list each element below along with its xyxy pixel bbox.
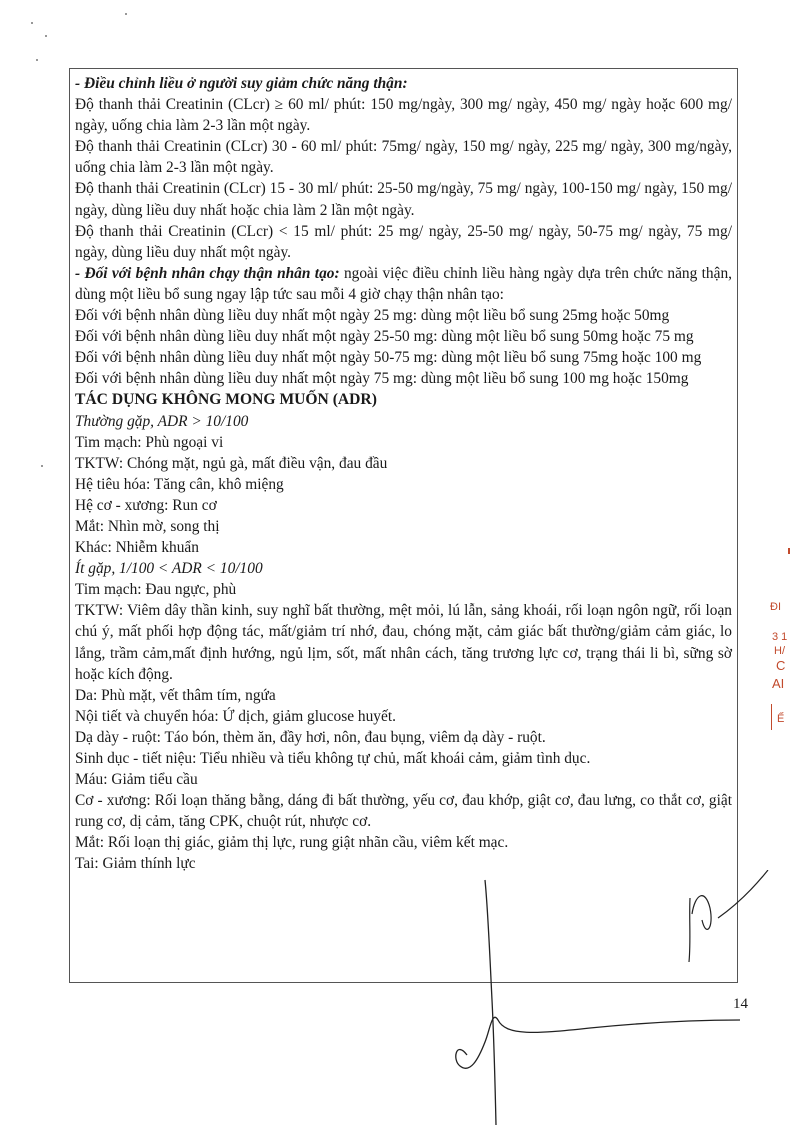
stamp-text: AI (772, 676, 785, 691)
dialysis-line: Đối với bệnh nhân dùng liều duy nhất một ngày 50-75 mg: dùng một liều bổ sung 75mg hoặc 100 mg (75, 349, 702, 367)
stamp-text: ĐI (770, 601, 781, 613)
page-number: 14 (733, 996, 748, 1012)
margin-stamp (766, 548, 799, 738)
adr-uncommon-line: Sinh dục - tiết niệu: Tiểu nhiều và tiểu không tự chủ, mất khoái cảm, giảm tình dục. (75, 750, 591, 767)
adr-uncommon-line: Nội tiết và chuyển hóa: Ứ dịch, giảm glucose huyết. (75, 707, 396, 725)
dialysis-paragraph (75, 263, 732, 305)
adr-uncommon-line: Tim mạch: Đau ngực, phù (75, 581, 237, 599)
signature-stroke (718, 870, 768, 918)
adr-uncommon-line: Da: Phù mặt, vết thâm tím, ngứa (75, 686, 276, 704)
adr-common-line: Khác: Nhiễm khuẩn (75, 539, 199, 557)
renal-line: Độ thanh thải Creatinin (CLcr) 30 - 60 ml/ phút: 75mg/ ngày, 150 mg/ ngày, 225 mg/ ngày, 300 mg/ngày, uống chia làm 2-3 lần một ngày. (75, 138, 732, 177)
stamp-border (771, 704, 772, 730)
adr-common-line: Hệ cơ - xương: Run cơ (75, 496, 217, 514)
content-frame (69, 68, 738, 983)
adr-common-line: Tim mạch: Phù ngoại vi (75, 433, 224, 451)
adr-uncommon-line: Cơ - xương: Rối loạn thăng bằng, dáng đi bất thường, yếu cơ, đau khớp, giật cơ, đau lưng, co thắt cơ, giật rung cơ, dị cảm, tăng CPK, chuột rút, nhược cơ. (75, 792, 732, 831)
signature-stroke (692, 896, 711, 930)
handwritten-signature (440, 870, 780, 1132)
adr-uncommon-line: Máu: Giảm tiểu cầu (75, 771, 198, 789)
adr-uncommon-line: Dạ dày - ruột: Táo bón, thèm ăn, đầy hơi, nôn, đau bụng, viêm dạ dày - ruột. (75, 728, 546, 746)
dialysis-intro: ngoài việc điều chỉnh liều hàng ngày dựa trên chức năng thận, dùng một liều bổ sung ngay lập tức sau mỗi 4 giờ chạy thận nhân tạo: (75, 264, 732, 303)
dialysis-heading: - Đối với bệnh nhân chạy thận nhân tạo: (75, 264, 340, 282)
adr-uncommon-line: Tai: Giảm thính lực (75, 855, 196, 873)
signature-stroke (689, 898, 690, 962)
scan-speck (36, 59, 38, 61)
renal-line: Độ thanh thải Creatinin (CLcr) 15 - 30 ml/ phút: 25-50 mg/ngày, 75 mg/ ngày, 100-150 mg/ ngày, 150 mg/ ngày, dùng liều duy nhất hoặc chia làm 2 lần một ngày. (75, 180, 732, 219)
adr-common-label: Thường gặp, ADR > 10/100 (75, 412, 249, 430)
renal-line: Độ thanh thải Creatinin (CLcr) < 15 ml/ phút: 25 mg/ ngày, 25-50 mg/ ngày, 50-75 mg/ ngày, 75 mg/ ngày, dùng liều duy nhất một ngày. (75, 222, 732, 261)
adr-heading: TÁC DỤNG KHÔNG MONG MUỐN (ADR) (75, 391, 377, 409)
scan-speck (45, 35, 47, 37)
adr-uncommon-label: Ít gặp, 1/100 < ADR < 10/100 (75, 560, 263, 578)
adr-common-line: Hệ tiêu hóa: Tăng cân, khô miệng (75, 475, 284, 493)
stamp-mark (788, 548, 790, 554)
stamp-text: Ế (777, 713, 785, 725)
dialysis-line: Đối với bệnh nhân dùng liều duy nhất một ngày 25-50 mg: dùng một liều bổ sung 50mg hoặc 75 mg (75, 328, 694, 346)
stamp-text: H/ (774, 645, 785, 657)
stamp-text: C (776, 658, 786, 673)
signature-stroke (456, 1017, 740, 1068)
adr-common-line: Mắt: Nhìn mờ, song thị (75, 517, 220, 535)
dialysis-line: Đối với bệnh nhân dùng liều duy nhất một ngày 75 mg: dùng một liều bổ sung 100 mg hoặc 150mg (75, 370, 689, 388)
scan-speck (125, 13, 127, 15)
signature-stroke (485, 880, 496, 1125)
adr-uncommon-line: Mắt: Rối loạn thị giác, giảm thị lực, rung giật nhãn cầu, viêm kết mạc. (75, 834, 509, 852)
adr-common-line: TKTW: Chóng mặt, ngủ gà, mất điều vận, đau đầu (75, 454, 388, 472)
scan-speck (31, 22, 33, 24)
renal-line: Độ thanh thải Creatinin (CLcr) ≥ 60 ml/ phút: 150 mg/ngày, 300 mg/ ngày, 450 mg/ ngày hoặc 600 mg/ ngày, uống chia làm 2-3 lần một ngày. (75, 96, 732, 135)
adr-uncommon-line: TKTW: Viêm dây thần kinh, suy nghĩ bất thường, mệt mỏi, lú lẫn, sảng khoái, rối loạn ngôn ngữ, rối loạn chú ý, mất phối hợp động tác, mất/giảm trí nhớ, đau, chóng mặt, cảm giác bất thường/giảm cảm giác, lo lắng, trầm cảm,mất định hướng, ngủ lịm, sốt, mất nhân cách, tăng trương lực cơ, trạng thái li bì, sững sờ hoặc kích động. (75, 602, 732, 683)
scan-speck (41, 465, 43, 467)
renal-adjustment-heading: - Điều chỉnh liều ở người suy giảm chức năng thận: (75, 75, 408, 92)
stamp-text: 3 1 (772, 631, 788, 643)
dialysis-line: Đối với bệnh nhân dùng liều duy nhất một ngày 25 mg: dùng một liều bổ sung 25mg hoặc 50mg (75, 307, 670, 325)
